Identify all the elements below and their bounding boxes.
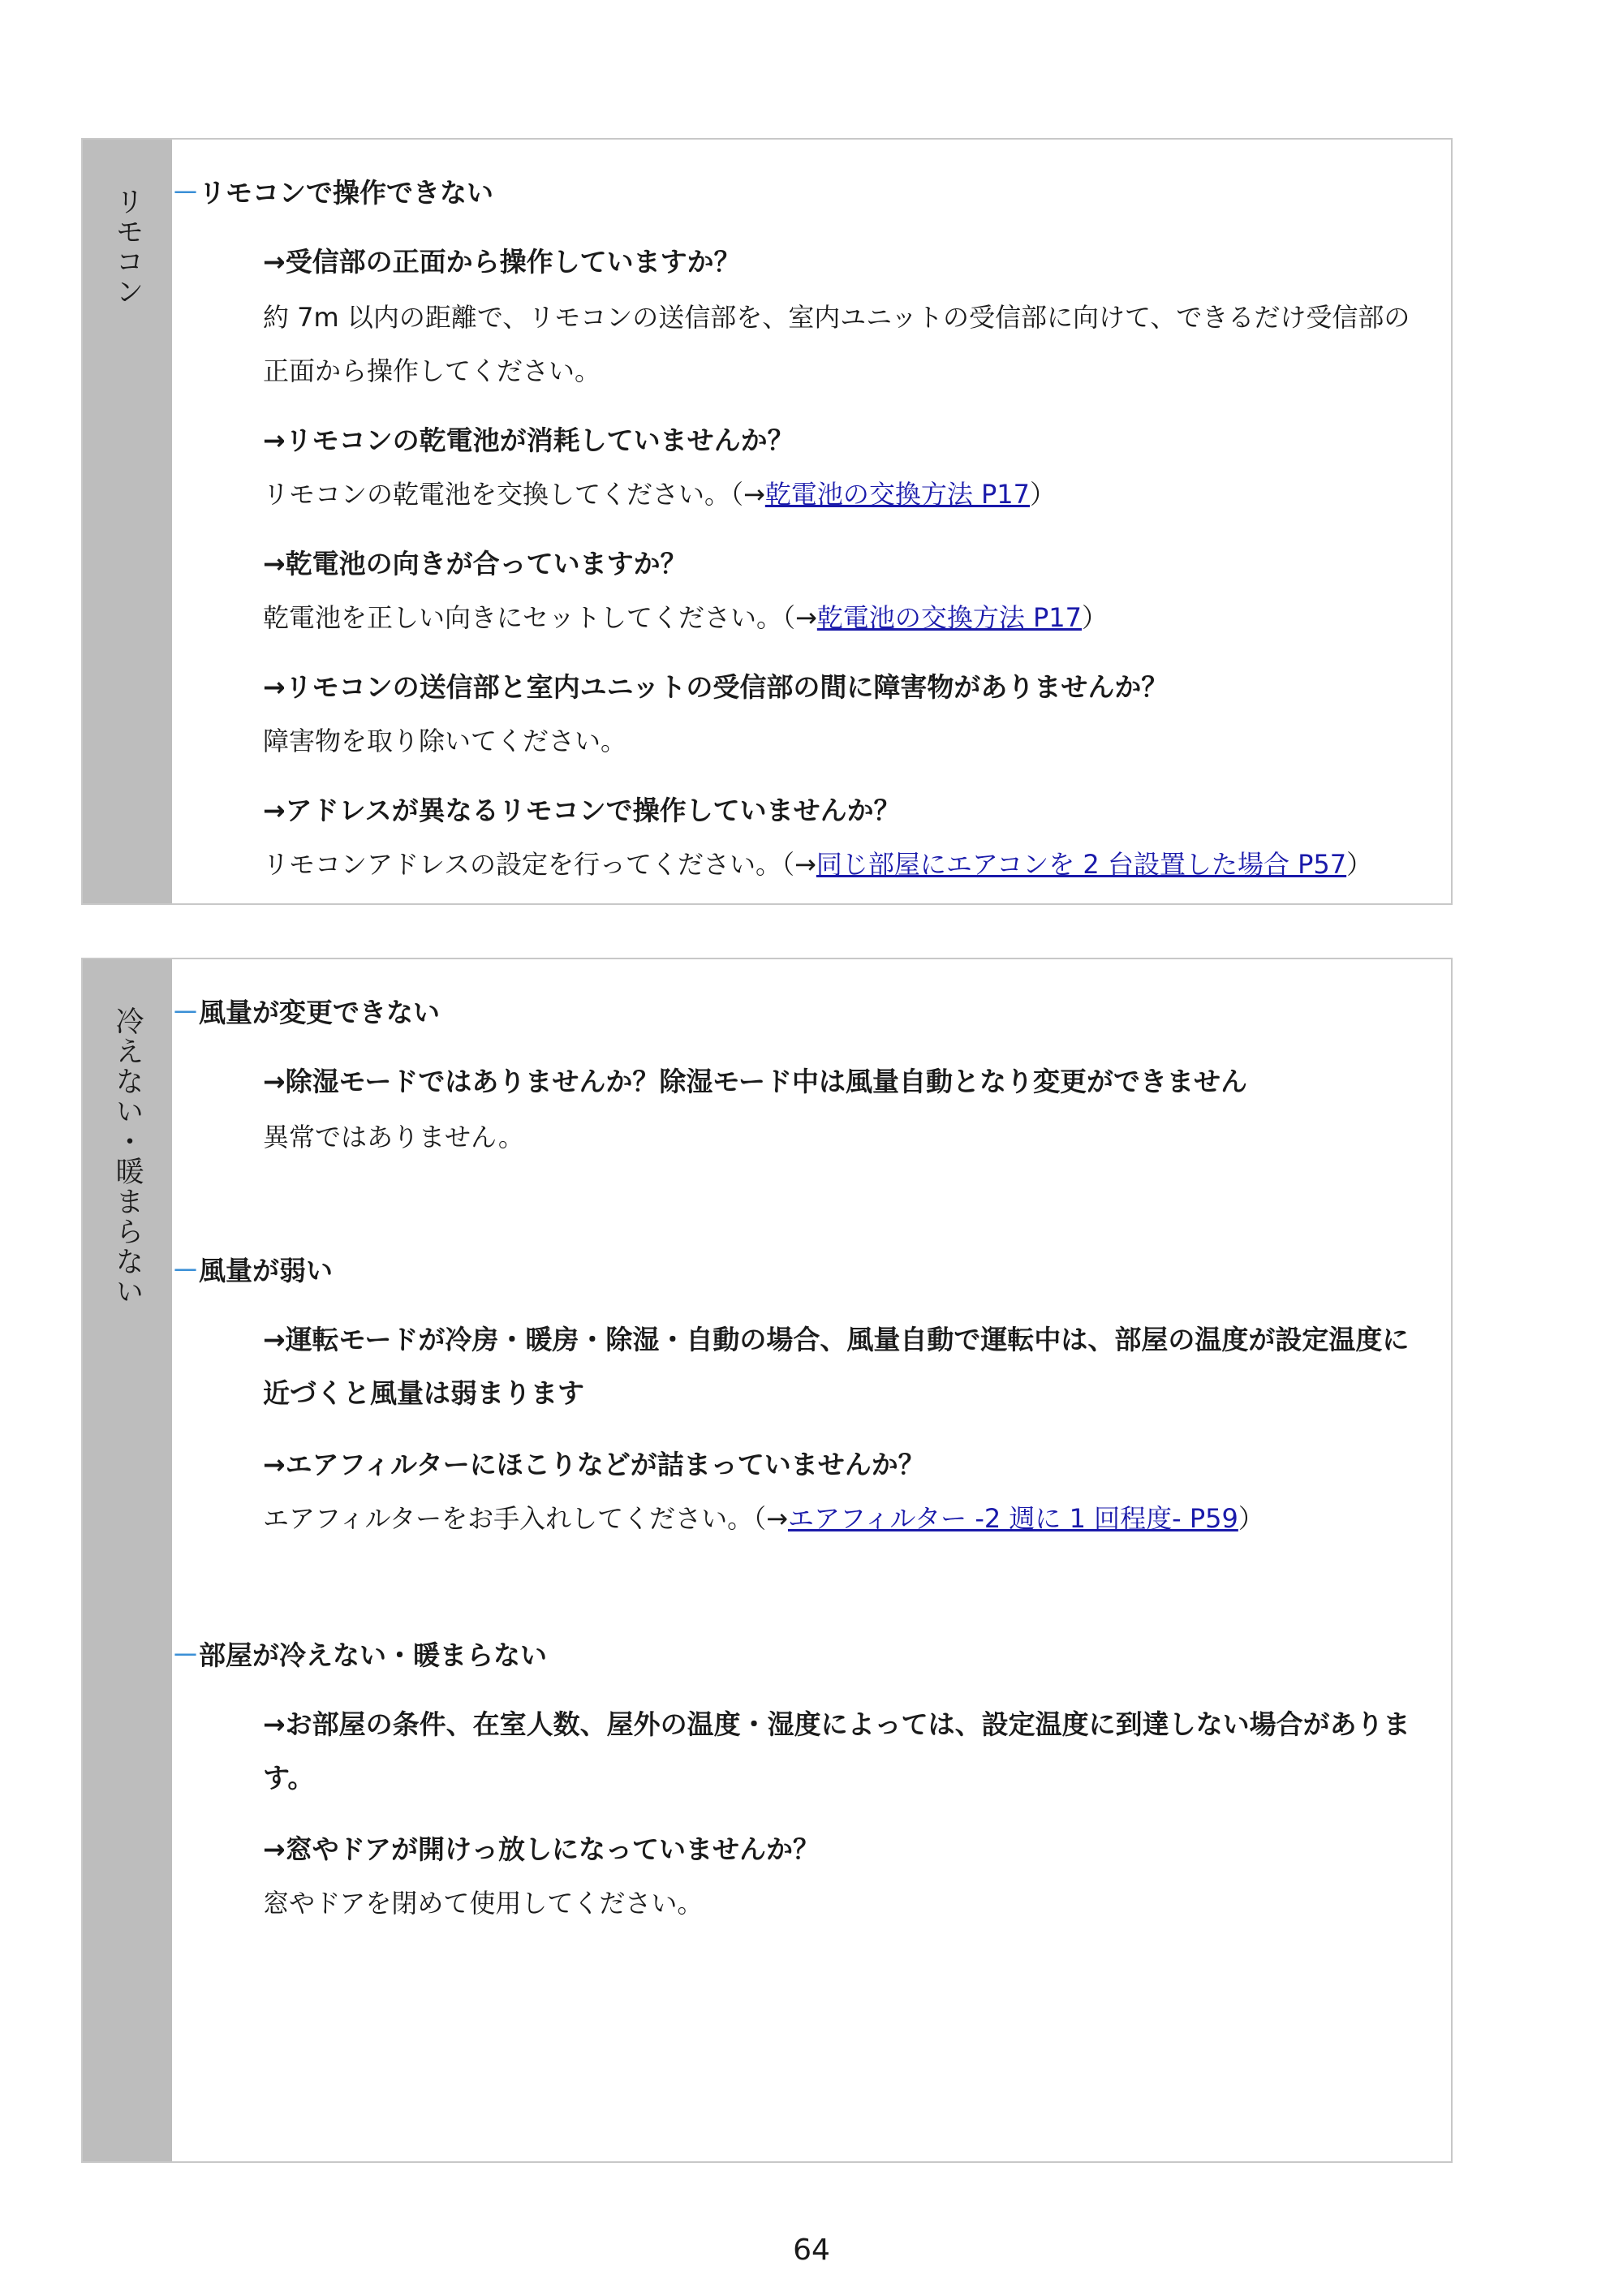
remedy-text: 約 7m 以内の距離で、リモコンの送信部を、室内ユニットの受信部に向けて、できるだけ受信部の正面から操作してください。 xyxy=(263,302,1410,386)
section-content xyxy=(172,140,1451,903)
section-content xyxy=(172,959,1451,2161)
check-question: →リモコンの送信部と室内ユニットの受信部の間に障害物がありませんか？ xyxy=(263,671,1169,703)
check-question: →アドレスが異なるリモコンで操作していませんか？ xyxy=(263,795,901,826)
heading-dash-icon: － xyxy=(172,1255,199,1286)
section-side-tab xyxy=(83,140,172,903)
remedy-text: 乾電池を正しい向きにセットしてください。（→乾電池の交換方法 P17） xyxy=(263,602,1109,633)
check-question: →除湿モードではありませんか？除湿モード中は風量自動となり変更ができません xyxy=(263,1066,1248,1097)
remedy-text: 窓やドアを閉めて使用してください。 xyxy=(263,1888,704,1919)
trouble-heading: －部屋が冷えない・暖まらない xyxy=(172,1639,547,1671)
section-label: 冷えない・暖まらない xyxy=(111,1006,144,1307)
remedy-text: 障害物を取り除いてください。 xyxy=(263,726,627,756)
page-reference-link[interactable]: 同じ部屋にエアコンを 2 台設置した場合 P57 xyxy=(816,849,1347,880)
trouble-heading: －風量が変更できない xyxy=(172,997,440,1028)
section-label: リモコン xyxy=(111,187,144,307)
heading-dash-icon: － xyxy=(172,177,199,209)
heading-dash-icon: － xyxy=(172,1639,199,1671)
page-number: 64 xyxy=(793,2234,830,2267)
check-question: →運転モードが冷房・暖房・除湿・自動の場合、風量自動で運転中は、部屋の温度が設定温度に近づくと風量は弱まります xyxy=(263,1324,1410,1409)
check-question: →窓やドアが開けっ放しになっていませんか？ xyxy=(263,1833,820,1865)
remedy-text: 異常ではありません。 xyxy=(263,1122,524,1152)
check-question: →受信部の正面から操作していますか？ xyxy=(263,246,741,278)
check-question: →リモコンの乾電池が消耗していませんか？ xyxy=(263,424,794,456)
page-reference-link[interactable]: 乾電池の交換方法 P17 xyxy=(816,602,1083,633)
trouble-heading: －リモコンで操作できない xyxy=(172,177,493,209)
check-question: →お部屋の条件、在室人数、屋外の温度・湿度によっては、設定温度に到達しない場合があります。 xyxy=(263,1708,1410,1794)
heading-dash-icon: － xyxy=(172,997,199,1028)
section-cooling-heating xyxy=(81,958,1453,2163)
remedy-text: エアフィルターをお手入れしてください。（→エアフィルター -2 週に 1 回程度- P59） xyxy=(263,1503,1264,1534)
remedy-text: リモコンアドレスの設定を行ってください。（→同じ部屋にエアコンを 2 台設置した場合 P57） xyxy=(263,849,1373,880)
check-question: →エアフィルターにほこりなどが詰まっていませんか？ xyxy=(263,1449,925,1480)
section-side-tab xyxy=(83,959,172,2161)
remedy-text: リモコンの乾電池を交換してください。（→乾電池の交換方法 P17） xyxy=(263,479,1057,510)
trouble-heading: －風量が弱い xyxy=(172,1255,333,1286)
check-question: →乾電池の向きが合っていますか？ xyxy=(263,548,687,579)
page-reference-link[interactable]: エアフィルター -2 週に 1 回程度- P59 xyxy=(787,1503,1238,1534)
section-remote-control xyxy=(81,138,1453,905)
page-reference-link[interactable]: 乾電池の交換方法 P17 xyxy=(764,479,1031,510)
